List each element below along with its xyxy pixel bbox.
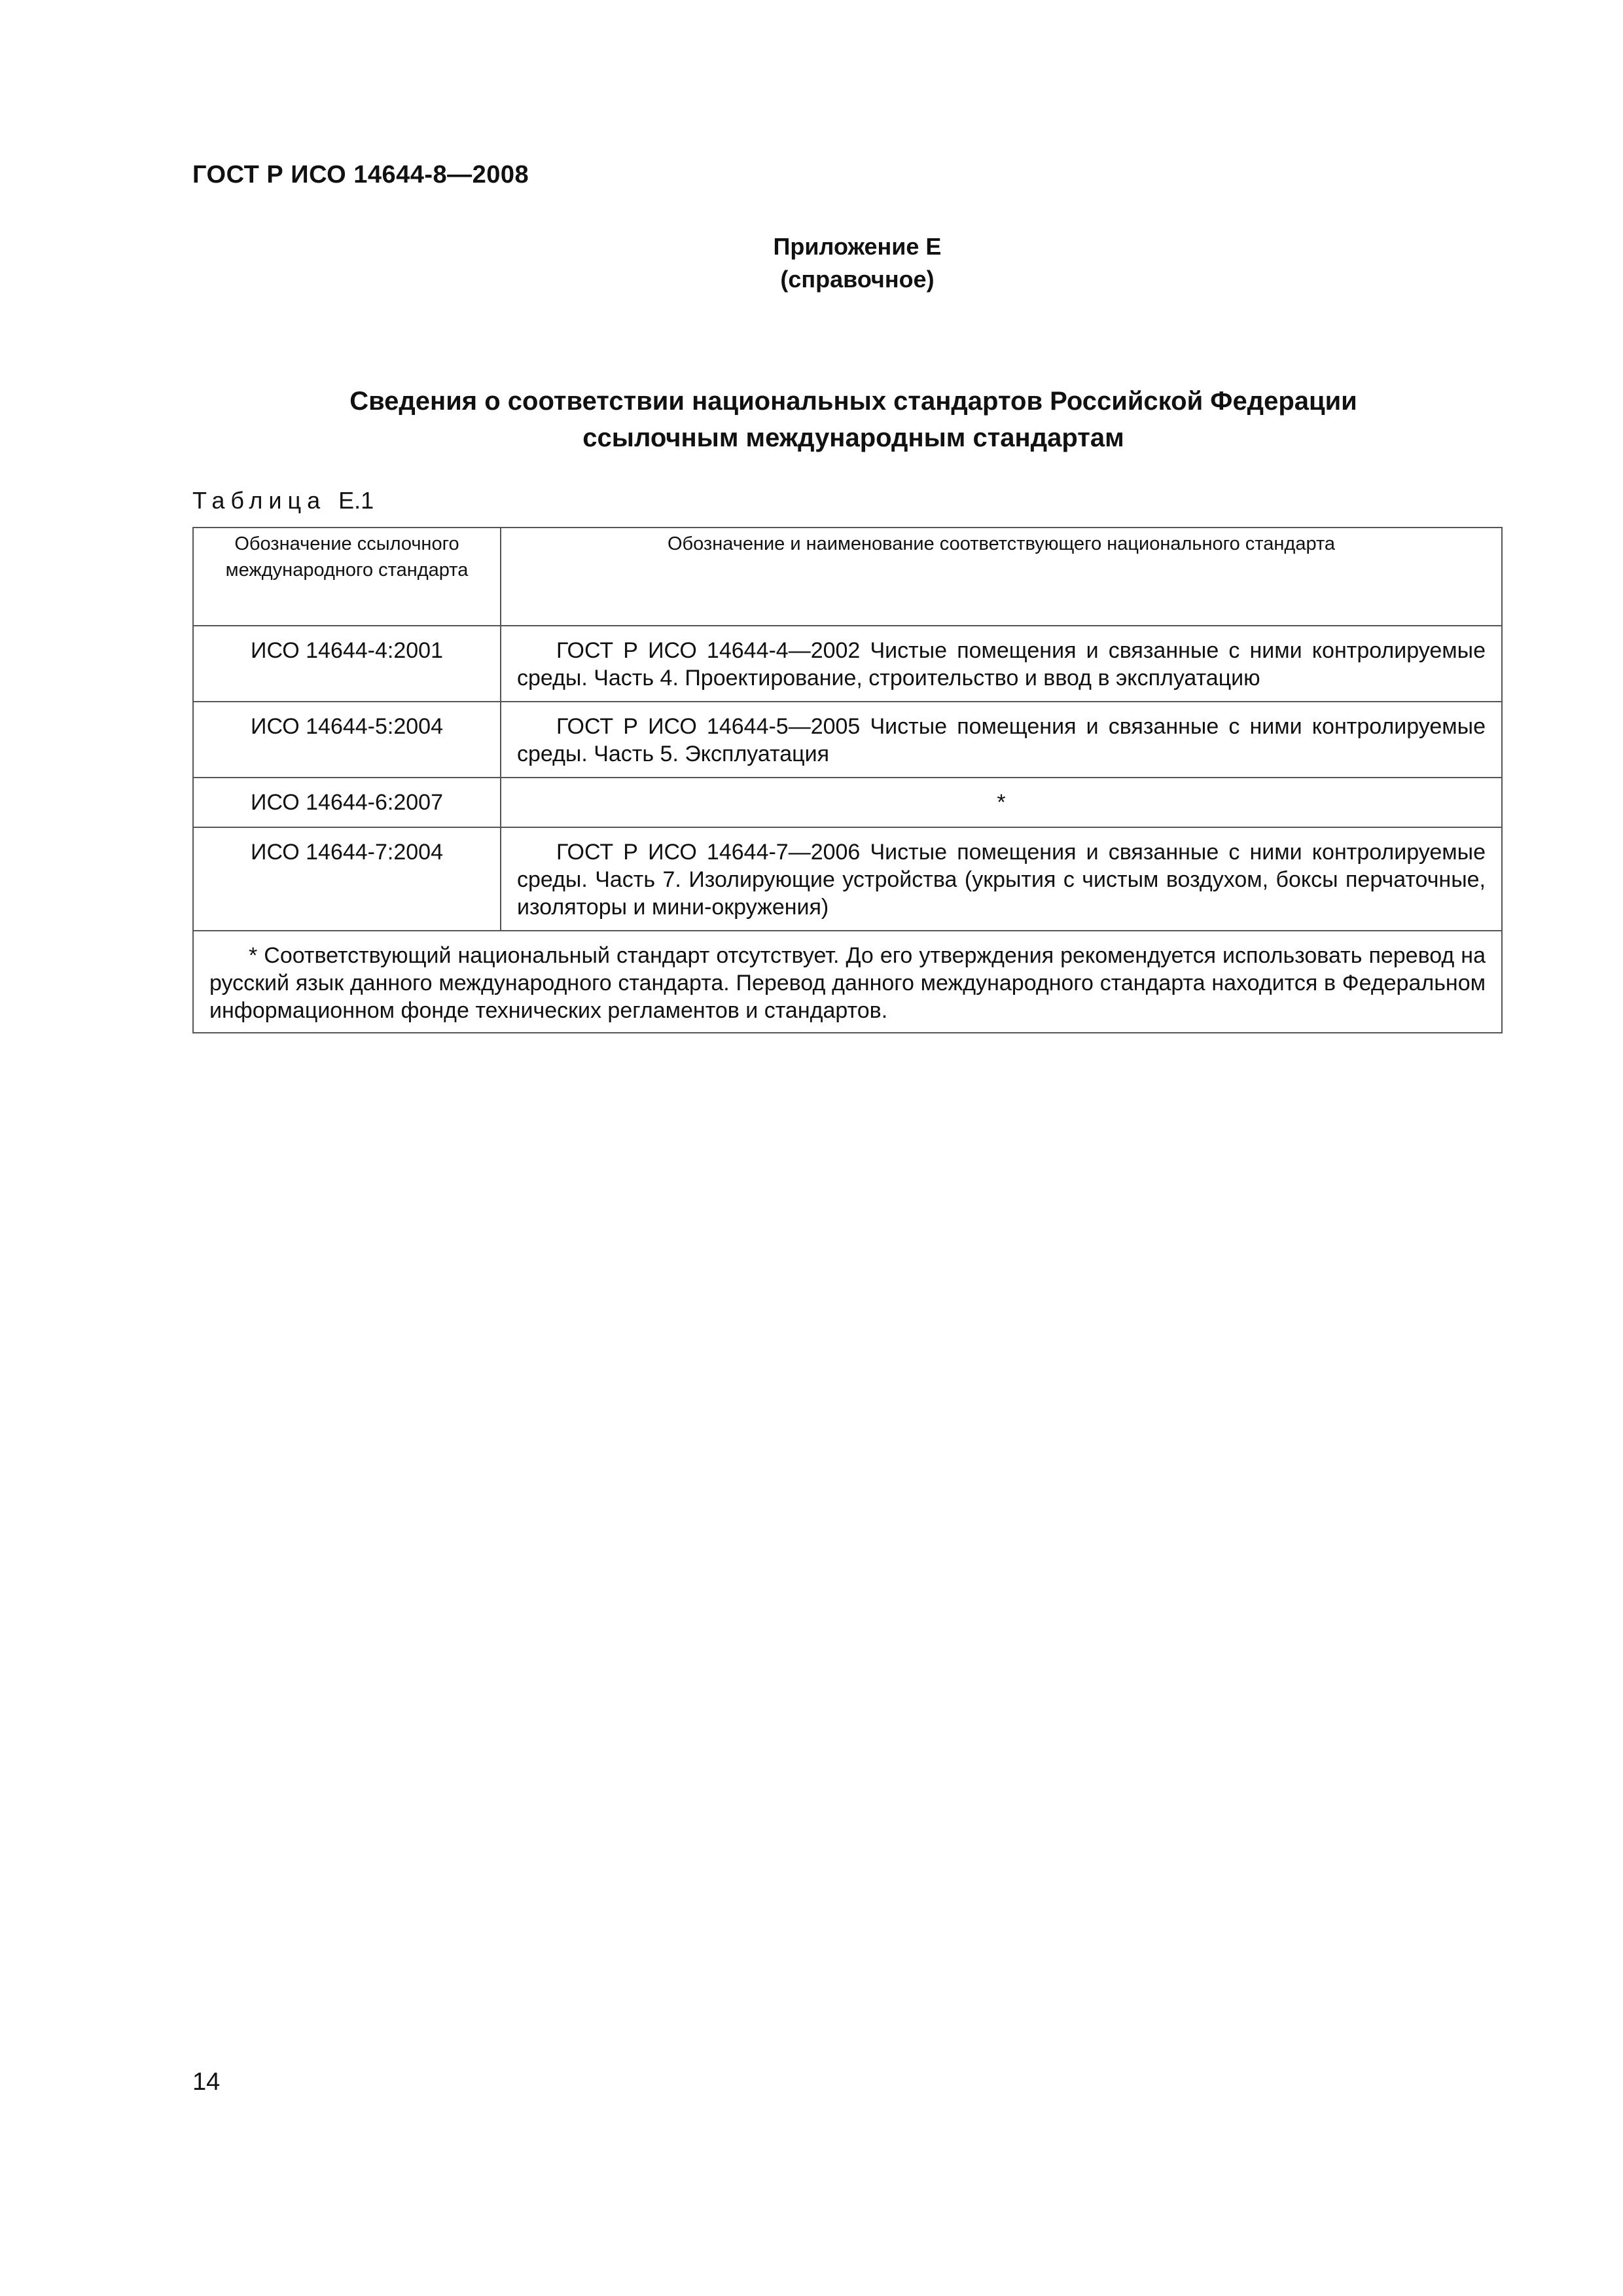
intl-standard-cell: ИСО 14644-4:2001 [193, 626, 501, 702]
table-caption-number: Е.1 [338, 487, 374, 514]
section-title [192, 383, 1514, 456]
appendix-title: Приложение Е [773, 233, 942, 260]
table-footnote: * Соответствующий национальный стандарт отсутствует. До его утверждения рекомендуется использовать перевод на русский язык данного международного стандарта. Перевод данного международного стандарта находится в Федеральном информационном фонде технических регламентов и стандартов. [193, 931, 1502, 1033]
page-number: 14 [192, 2068, 221, 2096]
national-standard-cell: ГОСТ Р ИСО 14644-7—2006 Чистые помещения и связанные с ними контролируемые среды. Часть 7. Изолирующие устройства (укрытия с чистым воздухом, боксы перчаточные, изоляторы и мини-окружения) [501, 827, 1502, 931]
intl-standard-cell: ИСО 14644-6:2007 [193, 778, 501, 827]
table-row [193, 827, 1502, 931]
table-row [193, 702, 1502, 778]
national-standard-cell: * [501, 778, 1502, 827]
intl-standard-cell: ИСО 14644-7:2004 [193, 827, 501, 931]
appendix-type: (справочное) [780, 266, 935, 293]
national-standard-cell: ГОСТ Р ИСО 14644-4—2002 Чистые помещения и связанные с ними контролируемые среды. Часть 4. Проектирование, строительство и ввод в эксплуатацию [501, 626, 1502, 702]
table-row [193, 778, 1502, 827]
national-standard-cell: ГОСТ Р ИСО 14644-5—2005 Чистые помещения и связанные с ними контролируемые среды. Часть 5. Эксплуатация [501, 702, 1502, 778]
table-header-row [193, 528, 1502, 626]
table-caption-word: Таблица [192, 487, 327, 514]
header-national-standard: Обозначение и наименование соответствующего национального стандарта [501, 528, 1502, 626]
document-header: ГОСТ Р ИСО 14644-8—2008 [192, 161, 529, 188]
section-title-line-2: ссылочным международным стандартам [582, 423, 1124, 452]
table-caption [192, 487, 374, 514]
standards-correspondence-table [192, 527, 1503, 1033]
section-title-line-1: Сведения о соответствии национальных стандартов Российской Федерации [349, 387, 1357, 416]
header-intl-standard: Обозначение ссылочного международного стандарта [193, 528, 501, 626]
table-footnote-row [193, 931, 1502, 1033]
table-row [193, 626, 1502, 702]
intl-standard-cell: ИСО 14644-5:2004 [193, 702, 501, 778]
